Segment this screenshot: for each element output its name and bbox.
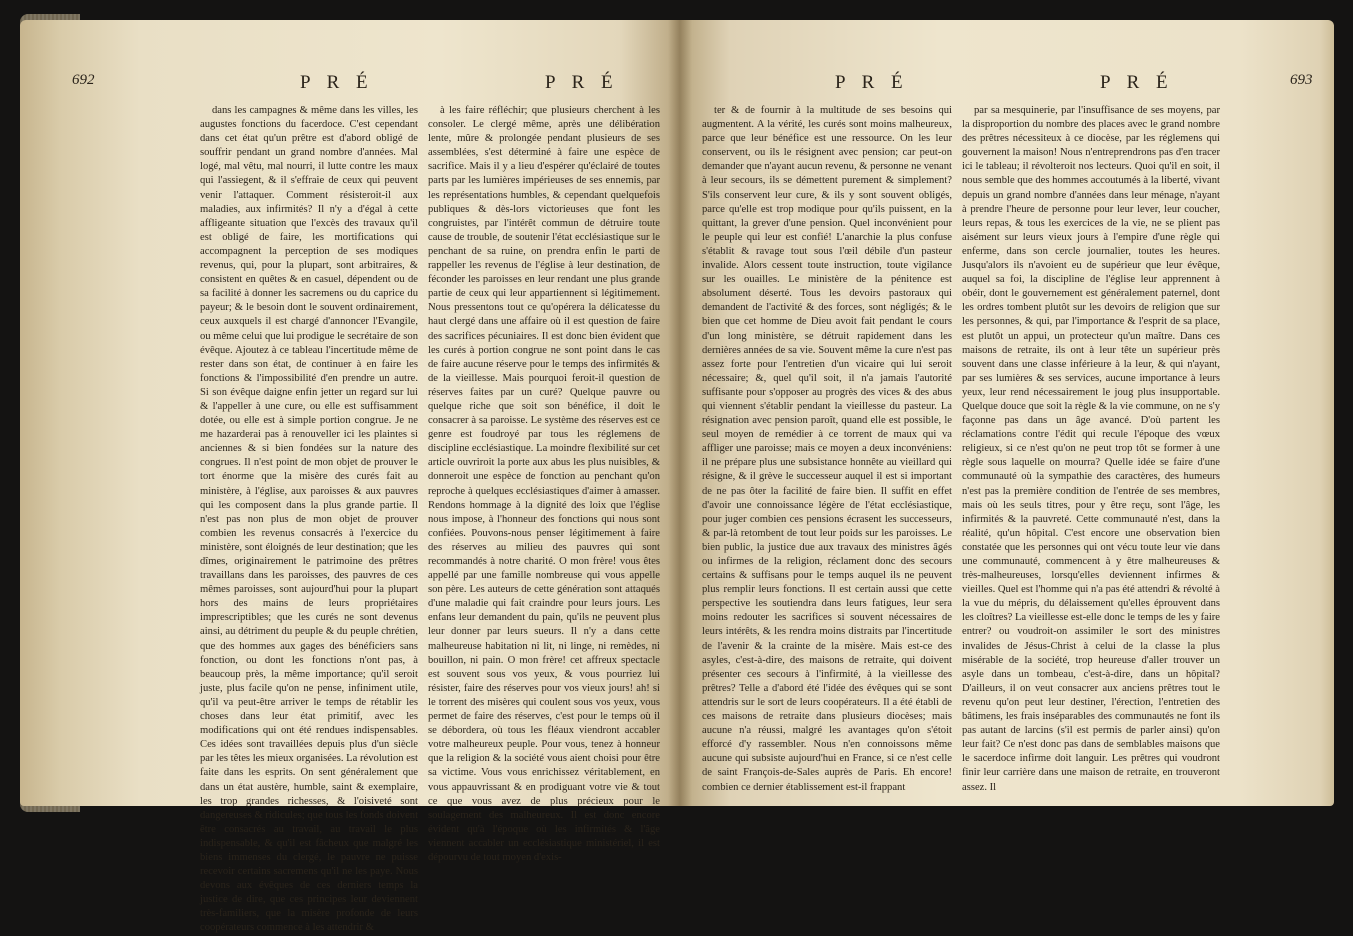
left-page	[20, 20, 680, 934]
running-head: P R É	[835, 72, 909, 93]
right-page	[680, 20, 1334, 806]
text-column	[702, 104, 952, 794]
text-column	[428, 104, 660, 863]
paragraph: ter & de fournir à la multitude de ses besoins qui augmentent. A la vérité, les curés sont moins malheureux, parce que leur bénéfice est une ressource. On les leur conservent, ou ils le résignent avec pension; car peut-on demander que n'ayant aucun revenu, & personne ne venant à leur secours, ils se démettent purement & simplement? S'ils conservent leur cure, & ils y sont souvent obligés, parce qu'elle est trop modique pour qu'ils puissent, en la quittant, la grever d'une pension. Quel inconvénient pour le peuple qui leur est confié! L'anarchie la plus confuse s'établit & ravage tout sous l'œil débile d'un pasteur invalide. Alors cessent toute instruction, toute vigilance sur les ouailles. Le ministère de la pénitence est absolument déserté. Tous les devoirs pastoraux qui demandent de l'activité & des forces, sont négligés; & le bien que cet homme de Dieu avoit fait pendant le cours d'un long ministère, se détruit rapidement dans les dernières années de sa vie. Souvent même la cure n'est pas assez forte pour l'entretien d'un vicaire qui lui seroit nécessaire; &, quel qu'il soit, il n'a jamais l'autorité suffisante pour s'opposer au progrès des vices & des abus qui viennent s'établir pendant la vieillesse du pasteur. La résignation avec pension paroît, quand elle est possible, le seul moyen de remédier à ce torrent de maux qui va affliger une paroisse; mais ce moyen a deux inconvéniens: il ne prépare plus une subsistance honnête au vieillard qui résigne, & il grève le successeur auquel il est si important de ne pas ôter la facilité de faire bien. Il suffit en effet d'avoir une connoissance légère de l'état ecclésiastique, pour juger combien ces pensions écrasent les successeurs, & par-là retombent de tout leur poids sur les paroisses. Le bien public, la justice due aux travaux des ministres âgés ou infirmes de la religion, réclament donc des secours certains & suffisans pour le temps auquel ils ne peuvent plus remplir leurs fonctions. Il est certain aussi que cette perspective les soutiendra dans leurs fatigues, leur sera moins redouter les sacrifices si souvent nécessaires de leurs intérêts, & les rendra moins distraits par l'incertitude de l'avenir & la crainte de la misère. Mais est-ce des asyles, c'est-à-dire, des maisons de retraite, qui doivent présenter ces secours à l'infirmité, à la vieillesse des prêtres? Telle a d'abord été l'idée des évêques qui se sont attendris sur le sort de leurs coopérateurs. Il a été établi de ces maisons de retraite dans plusieurs diocèses; mais aucune n'a réussi, malgré les avantages qu'on s'étoit efforcé d'y rassembler. Nous n'en connoissons même aucune qui subsiste aujourd'hui en France, si ce n'est celle de saint François-de-Sales auprès de Paris. Eh encore! combien ce dernier établissement est-il frappant	[702, 105, 952, 793]
text-column	[200, 104, 419, 934]
page-number: 693	[1290, 72, 1313, 88]
paragraph: par sa mesquinerie, par l'insuffisance de ses moyens, par la disproportion du nombre des places avec le grand nombre des prêtres nécessiteux à ce diocèse, par les réglemens qui gouvernent la maison! Nous n'entreprendrons pas d'en tracer ici le tableau; il révolteroit nos lecteurs. Quoi qu'il en soit, il nous semble que des hommes accoutumés à la liberté, vivant depuis un grand nombre d'années dans leur ménage, n'ayant à prendre l'heure de personne pour leur lever, leur coucher, leurs repas, & tous les exercices de la vie, ne se plient pas aisément sur leurs vieux jours à l'empire d'une règle qui enferme, dans son cercle journalier, toutes les heures. Jusqu'alors ils n'avoient eu de supérieur que leur évêque, auquel sa foi, la discipline de l'église leur apprennent à obéir, dont le gouvernement est généralement paternel, dont les ordres tombent plutôt sur les devoirs de religion que sur les personnes, & qui, par l'importance & l'esprit de sa place, est plutôt un appui, un protecteur qu'un maître. Dans ces maisons de retraite, ils ont à leur tête un supérieur près souvent dans une classe inférieure à la leur, & qui n'ayant, par ses lumières & ses services, aucune importance à leurs yeux, leur rend nécessairement le joug plus insupportable. Quelque douce que soit la règle & la vie commune, on ne s'y façonne pas dans un âge avancé. D'où partent les réclamations contre l'édit qui recule l'époque des vœux religieux, si ce n'est qu'on ne peut trop tôt se former à une règle sous laquelle on mourra? Quelle idée se faire d'une communauté où la sympathie des caractères, des humeurs n'est pas la première condition de l'entrée de ses membres, mais où les seuls titres, pour y être reçu, sont l'âge, les infirmités & la pauvreté. Cette communauté n'est, dans la réalité, qu'un hôpital. C'est encore une observation bien constatée que les personnes qui ont vécu toute leur vie dans une communauté, commencent à y être malheureuses & très-malheureuses, lorsqu'elles deviennent infirmes & vieilles. Quel est l'homme qui n'a pas été attendri & révolté à la vue du mépris, du délaissement qu'elles éprouvent dans les cloîtres? La vieillesse est-elle donc le temps de les y faire entrer? ou voudroit-on assimiler le sort des ministres invalides de Jésus-Christ à celui de la classe la plus misérable de la société, trop heureuse d'aller trouver un asyle dans un tombeau, c'est-à-dire, dans un hôpital? D'ailleurs, il on veut consacrer aux anciens prêtres tout le revenu qu'on peut leur destiner, l'érection, l'entretien des bâtimens, les frais inséparables des communautés ne font ils pas autant de larcins (s'il est permis de parler ainsi) qu'on leur fait? Ce n'est donc pas dans de semblables maisons que le sacerdoce infirme doit languir. Les prêtres qui voudront finir leur carrière dans une maison de retraite, en trouveront assez. Il	[962, 105, 1220, 793]
paragraph: dans les campagnes & même dans les villes, les augustes fonctions du facerdoce. C'est cependant dans cet état qu'un prêtre est d'abord obligé de souffrir pendant un grand nombre d'années. Mal logé, mal vêtu, mal nourri, il lutte contre les maux qui l'assiegent, & il s'effraie de ceux qui peuvent venir l'attaquer. Comment résisteroit-il aux maladies, aux infirmités? Il n'y a d'égal à cette affligeante situation que l'excès des travaux qu'il est obligé de faire, les mortifications qui accompagnent la perception de ses modiques revenus, qui, pour la plupart, sont arbitraires, & consistent en quêtes & en casuel, dépendent ou de sa facilité à donner les sacremens ou du caprice du payeur; & le besoin dont le souvent ordinairement, ceux auxquels il est chargé d'annoncer l'Evangile, ou même celui que lui prodigue le secrétaire de son évêque. Ajoutez à ce tableau l'incertitude même de rester dans son état, de continuer à en faire les fonctions & l'impossibilité d'en prendre un autre. Si son évêque daigne enfin jetter un regard sur lui & l'appeller à une cure, ou elle est suffisamment dotée, ou elle est à simple portion congrue. Je ne me hazarderai pas à renouveller ici les plaintes si anciennes & si bien fondées sur la nature des congrues. Il n'est point de mon objet de prouver le tort énorme que la misère des curés fait au ministère, à l'église, aux paroisses & aux pauvres qui les composent dans la plus grande partie. Il n'est pas non plus de mon objet de prouver combien les revenus consacrés à l'exercice du ministère, sont éloignés de leur destination; que les dîmes, originairement le patrimoine des prêtres travaillans dans les paroisses, des pauvres de ces mêmes paroisses, sont aujourd'hui pour la plupart hors des mains de leurs propriétaires imprescriptibles; que les curés ne sont devenus ainsi, au détriment du peuple & du peuple chrétien, que des hommes aux gages des bénéficiers sans fonction, ou dont les fonctions n'ont pas, à beaucoup près, la même importance; qu'il seroit juste, plus facile qu'on ne pense, infiniment utile, qu'il va peut-être arriver le temps de rétablir les choses dans leur état primitif, avec les modifications qui ont été rendues indispensables. Ces idées sont travaillées depuis plus d'un siècle par les têtes les mieux organisées. La révolution est faite dans les esprits. On sent généralement que dans un état austère, humble, saint & exemplaire, les trop grandes richesses, & l'oisiveté sont dangereuses & ridicules; que tous les fonds doivent être consacrés au travail, au travail le plus indispensable, & qu'il est fâcheux que malgré les biens immenses du clergé, le pauvre ne puisse recevoir certains sacremens qu'il ne les paye. Nous devons aux évêques de ces derniers temps la justice de dire, que ces principes leur deviennent très-familiers, que la misère profonde de leurs coopérateurs commence à les attendrir &	[200, 105, 419, 934]
text-column	[962, 104, 1220, 794]
running-head: P R É	[1100, 72, 1174, 93]
open-book	[20, 14, 1334, 934]
running-head: P R É	[545, 72, 619, 93]
running-head: P R É	[300, 72, 374, 93]
page-number: 692	[72, 72, 95, 88]
paragraph: à les faire réfléchir; que plusieurs cherchent à les consoler. Le clergé même, après une délibération lente, mûre & prolongée pendant plusieurs de ses assemblées, s'est déterminé à faire une espèce de sacrifice. Mais il y a lieu d'espérer qu'éclairé de toutes parts par les lumières impérieuses de ses ennemis, par les représentations humbles, & cependant quelquefois publiques & dès-lors victorieuses que font les congruistes, par l'intérêt commun de détruire toute cause de trouble, de soutenir l'état ecclésiastique sur le penchant de sa ruine, on prendra enfin le parti de rappeller les revenus de l'église à leur destination, de féconder les paroisses en leur rendant une plus grande partie de ceux qui leur appartiennent si légitimement. Nous pressentons tout ce qu'opérera la délicatesse du haut clergé dans une affaire où il est question de faire des sacrifices pécuniaires. Il est donc bien évident que les curés à portion congrue ne sont point dans le cas de faire aucune réserve pour le temps des infirmités & de la vieillesse. Mais pourquoi feroit-il question de réserves faites par un curé? Quelque pauvre ou quelque riche que soit son bénéfice, il doit le consacrer à sa paroisse. Le système des réserves est ce genre est foudroyé par tous les réglemens de discipline ecclésiastique. La moindre flexibilité sur cet article ouvriroit la porte aux abus les plus nuisibles, & donneroit une espèce de fonction au penchant qu'on reproche à quelques ecclésiastiques d'aimer à amasser. Rendons hommage à la dignité des loix que l'église nous impose, à l'honneur des fonctions qui nous sont confiées. Pouvons-nous penser légitimement à faire des réserves au milieu des pauvres qui sont recommandés à notre charité. O mon frère! vous êtes appellé par une famille nombreuse qui vous appelle son père. Les auteurs de cette génération sont attaqués d'une maladie qui fait craindre pour leurs jours. Les enfans leur demandent du pain, qu'ils ne peuvent plus leur donner par leurs sueurs. Il n'y a dans cette malheureuse habitation ni lit, ni linge, ni remèdes, ni bouillon, ni pain. O mon frère! cet affreux spectacle est souvent sous vos yeux, & vous pourriez lui résister, faire des réserves pour vos vieux jours! ah! si le torrent des misères qui coulent sous vos yeux, vous permet de faire des réserves, c'est pour le temps où il se débordera, où tous les fléaux viendront accabler votre malheureux peuple. Pour vous, tenez à honneur que la religion & la société vous aient choisi pour être sa victime. Vous vous enrichissez véritablement, en vous appauvrissant & en prodiguant votre vie & tout ce que vous avez de plus précieux pour le soulagement des malheureux. Il est donc encore évident qu'à l'époque où les infirmités & l'âge viennent accabler un ecclésiastique ministériel, il est dépourvu de tout moyen d'exis-	[428, 105, 660, 863]
